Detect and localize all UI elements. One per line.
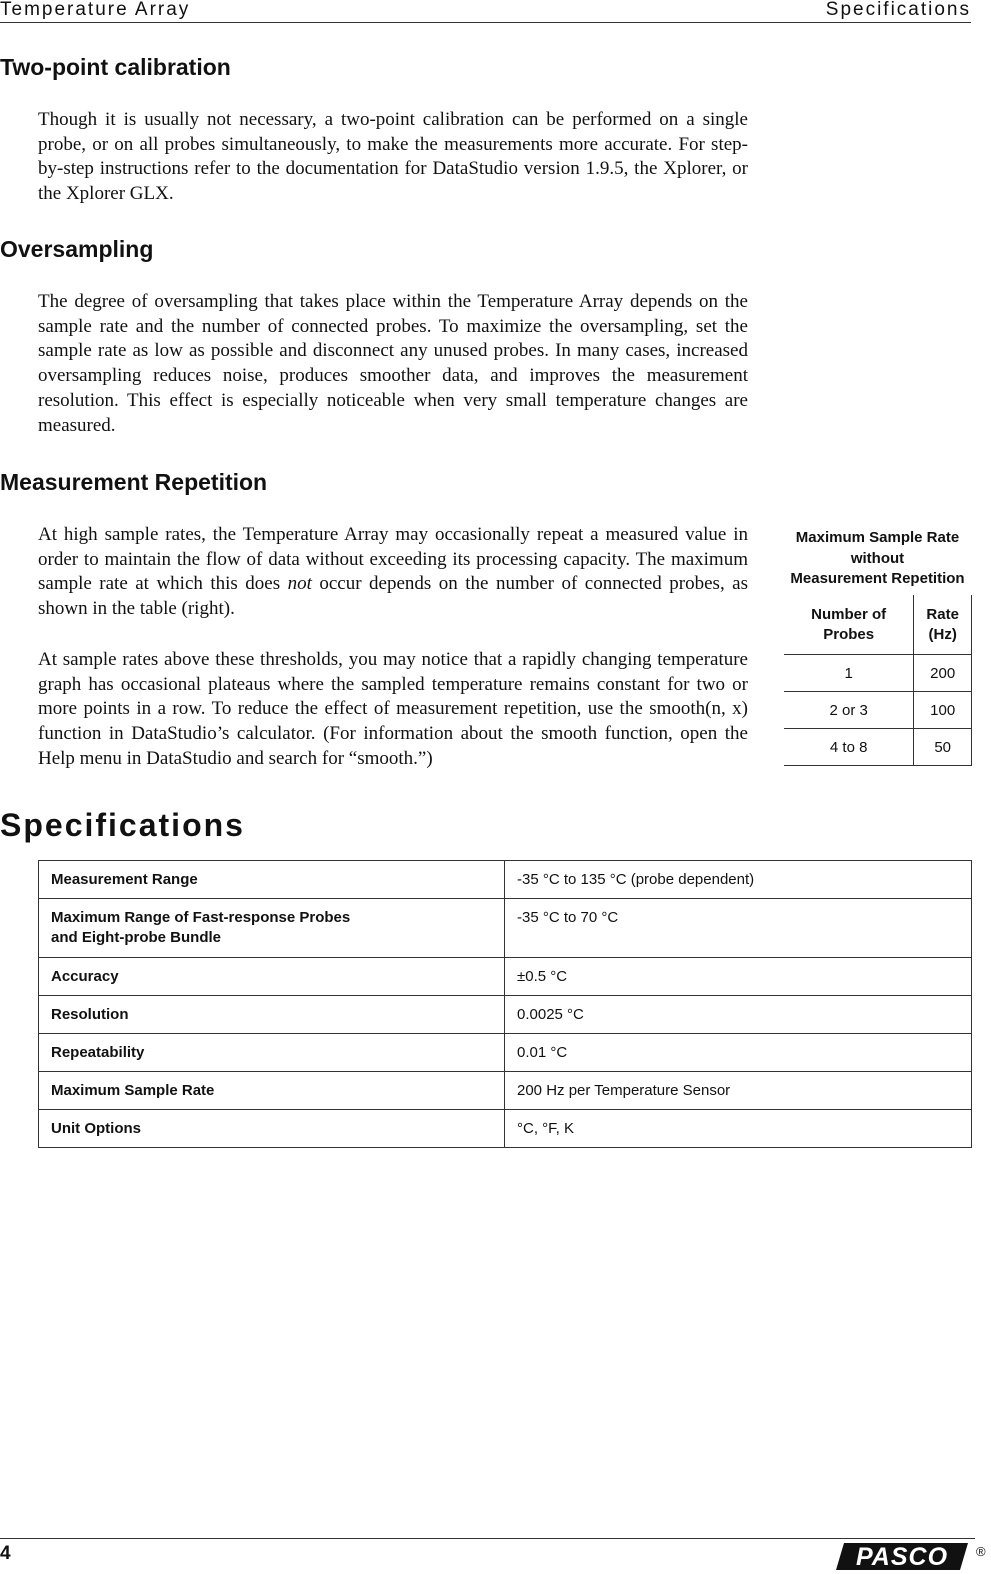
spec-label: Accuracy	[39, 958, 505, 996]
table-row	[784, 729, 972, 766]
page-number: 4	[0, 1543, 11, 1564]
rate-cell: 100	[914, 692, 972, 729]
probes-column-header: Number of Probes	[784, 595, 914, 655]
rate-table-title	[781, 528, 974, 590]
table-row	[39, 1034, 972, 1072]
repetition-text-emphasis: not	[287, 573, 312, 595]
oversampling-body: The degree of oversampling that takes place within the Temperature Array depends on the sample rate and the number of connected probes. To maximize the oversampling, set the sample rate as low as possible and disconnect any unused probes. In many cases, increased oversampling reduces noise, produces smoother data, and improves the measurement resolution. This effect is especially noticeable when very small temperature changes are measured.	[38, 291, 748, 436]
table-row	[39, 1072, 972, 1110]
spec-label: Resolution	[39, 996, 505, 1034]
measurement-repetition-heading: Measurement Repetition	[0, 469, 268, 495]
spec-value: 0.0025 °C	[505, 996, 972, 1034]
table-row	[39, 958, 972, 996]
table-row	[39, 861, 972, 899]
header-title: Temperature Array	[0, 0, 191, 20]
rate-cell: 50	[914, 729, 972, 766]
table-row	[784, 692, 972, 729]
spec-value: -35 °C to 70 °C	[505, 899, 972, 958]
spec-label: Measurement Range	[39, 861, 505, 899]
table-row	[784, 655, 972, 692]
header-section: Specifications	[825, 0, 971, 20]
registered-mark: ®	[976, 1544, 986, 1559]
rate-table-title-line-1: Maximum Sample Rate	[795, 529, 960, 546]
two-point-calibration-heading: Two-point calibration	[0, 54, 231, 80]
running-header	[0, 0, 971, 23]
sample-rate-table	[784, 595, 972, 766]
probes-cell: 4 to 8	[784, 729, 914, 766]
probes-cell: 1	[784, 655, 914, 692]
specifications-table	[38, 860, 972, 1148]
spec-label: Maximum Sample Rate	[39, 1072, 505, 1110]
spec-value: -35 °C to 135 °C (probe dependent)	[505, 861, 972, 899]
specifications-heading: Specifications	[0, 807, 245, 843]
footer-rule	[0, 1538, 975, 1539]
spec-value: °C, °F, K	[505, 1110, 972, 1148]
table-row	[39, 899, 972, 958]
measurement-repetition-body-2: At sample rates above these thresholds, you may notice that a rapidly changing temperature graph has occasional plateaus where the sampled temperature remains constant for two or more points in a row. To reduce the effect of measurement repetition, use the smooth(n, x) function in DataStudio’s calculator. (For information about the smooth function, open the Help menu in DataStudio and search for “smooth.”)	[38, 649, 748, 769]
logo-text: PASCO	[855, 1543, 949, 1570]
rate-table-title-line-2: without	[850, 549, 905, 567]
rate-table-title-line-3: Measurement Repetition	[790, 570, 965, 587]
table-row	[39, 1110, 972, 1148]
spec-value: 0.01 °C	[505, 1034, 972, 1072]
rate-column-header: Rate (Hz)	[914, 595, 972, 655]
spec-label: Maximum Range of Fast-response Probes and Eight-probe Bundle	[39, 899, 505, 958]
repetition-text-post: occur depends on the number of connected probes, as shown in the table (right).	[38, 573, 748, 620]
spec-value: 200 Hz per Temperature Sensor	[505, 1072, 972, 1110]
spec-value: ±0.5 °C	[505, 958, 972, 996]
rate-cell: 200	[914, 655, 972, 692]
repetition-text-pre: At high sample rates, the Temperature Array may occasionally repeat a measured value in order to maintain the flow of data without exceeding its processing capacity. The maximum sample rate at which this does	[38, 524, 748, 595]
table-row	[39, 996, 972, 1034]
spec-label: Repeatability	[39, 1034, 505, 1072]
pasco-logo	[836, 1543, 968, 1570]
two-point-calibration-body: Though it is usually not necessary, a two-point calibration can be performed on a single probe, or on all probes simultaneously, to make the measurements more accurate. For step-by-step instructions refer to the documentation for DataStudio version 1.9.5, the Xplorer, or the Xplorer GLX.	[38, 109, 748, 205]
oversampling-heading: Oversampling	[0, 236, 154, 262]
table-header-row	[784, 595, 972, 655]
spec-label: Unit Options	[39, 1110, 505, 1148]
measurement-repetition-body-1	[38, 523, 748, 622]
probes-cell: 2 or 3	[784, 692, 914, 729]
